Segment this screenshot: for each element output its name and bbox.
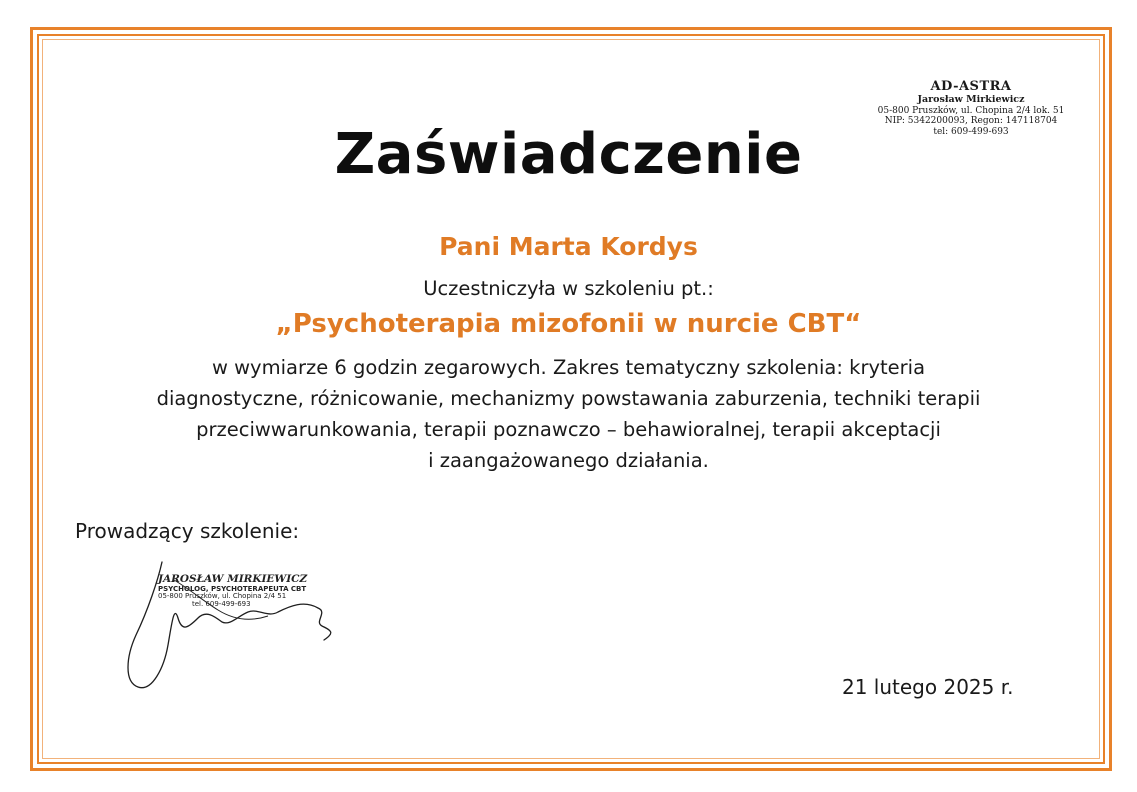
- stamp-ids: NIP: 5342200093, Regon: 147118704: [884, 116, 1058, 127]
- stamp-owner: Jarosław Mirkiewicz: [917, 94, 1025, 106]
- stamp-phone: tel: 609-499-693: [933, 126, 1009, 137]
- description-line: i zaangażowanego działania.: [428, 449, 709, 472]
- stamp-company: AD-ASTRA: [930, 79, 1012, 94]
- certificate-title: Zaświadczenie: [334, 122, 803, 187]
- instructor-label: Prowadzący szkolenie:: [75, 519, 300, 543]
- issue-date: 21 lutego 2025 r.: [842, 675, 1014, 699]
- description-line: diagnostyczne, różnicowanie, mechanizmy powstawania zaburzenia, techniki terapii: [156, 387, 981, 410]
- description-line: przeciwwarunkowania, terapii poznawczo – behawioralnej, terapii akceptacji: [196, 418, 941, 441]
- stamp-address: 05-800 Pruszków, ul. Chopina 2/4 lok. 51: [877, 105, 1065, 116]
- signature-stamp-name: JAROSŁAW MIRKIEWICZ: [158, 573, 308, 585]
- course-description: [60, 352, 1077, 476]
- signature-stamp-address: 05-800 Pruszków, ul. Chopina 2/4 51: [158, 592, 287, 601]
- course-title: „Psychoterapia mizofonii w nurcie CBT“: [275, 309, 862, 339]
- participation-text: Uczestniczyła w szkoleniu pt.:: [423, 277, 714, 300]
- signature-stamp-phone: tel. 609-499-693: [192, 599, 251, 608]
- signature-stamp-profession: PSYCHOLOG, PSYCHOTERAPEUTA CBT: [158, 584, 307, 593]
- handwritten-signature: [118, 560, 348, 695]
- recipient-name: Pani Marta Kordys: [439, 232, 698, 261]
- description-line: w wymiarze 6 godzin zegarowych. Zakres tematyczny szkolenia: kryteria: [211, 356, 926, 379]
